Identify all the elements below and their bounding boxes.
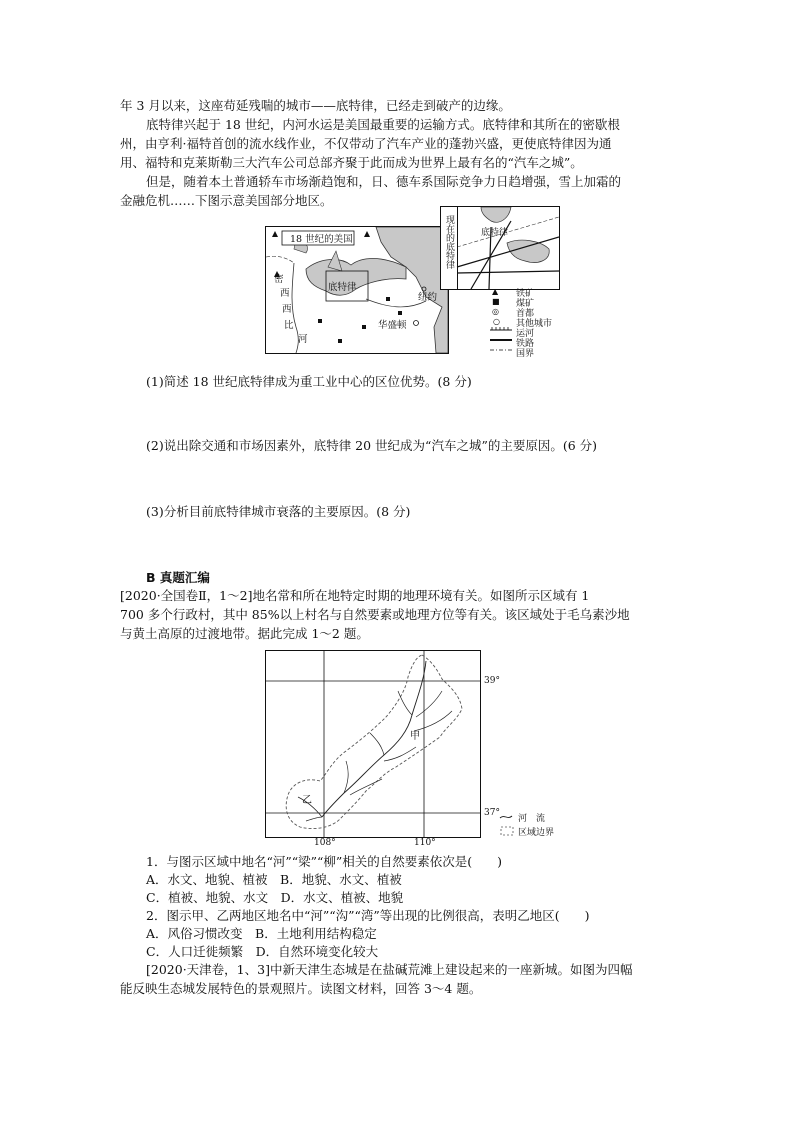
legend-region-boundary: 区域边界 xyxy=(518,828,555,838)
legend-coal: 煤矿 xyxy=(516,299,535,309)
river xyxy=(416,691,442,717)
detroit-inset-drawing xyxy=(441,207,559,289)
current-detroit-title: 现在的底特律 xyxy=(444,215,454,269)
coal-marker xyxy=(318,319,322,323)
label-jia: 甲 xyxy=(410,731,420,742)
map1-legend xyxy=(488,286,568,364)
river xyxy=(350,779,382,795)
intro-line: [2020·全国卷Ⅱ，1～2]地名常和所在地特定时期的地理环境有关。如图所示区域有 1 xyxy=(120,588,590,603)
legend-river: 河 流 xyxy=(518,814,546,824)
mc-options-1ab: A．水文、地貌、植被 B．地貌、水文、植被 xyxy=(146,872,402,887)
river xyxy=(398,691,412,715)
passage-line: 但是，随着本土普通轿车市场渐趋饱和，日、德车系国际竞争力日趋增强，雪上加霜的 xyxy=(146,174,622,189)
lon-110-label: 110° xyxy=(414,838,436,848)
current-detroit-label: 底特律 xyxy=(481,228,509,238)
river xyxy=(370,733,384,755)
label-yi: 乙 xyxy=(302,795,312,806)
question-3: (3)分析目前底特律城市衰落的主要原因。(8 分) xyxy=(146,504,411,519)
intro-line: 与黄土高原的过渡地带。据此完成 1～2 题。 xyxy=(120,626,369,641)
map-inset-title: 18 世纪的美国 xyxy=(290,234,353,245)
mc-question-2: 2．图示甲、乙两地区地名中“河”“沟”“湾”等出现的比例很高，表明乙地区( ) xyxy=(146,908,590,923)
mc-options-1cd: C．植被、地貌、水文 D．水文、植被、地貌 xyxy=(146,890,404,905)
capital-marker xyxy=(414,321,419,326)
lat-39-label: 39° xyxy=(484,676,500,686)
washington-label: 华盛顿 xyxy=(378,320,407,331)
region-map-2 xyxy=(265,650,481,838)
current-detroit-inset xyxy=(440,206,560,290)
coal-marker xyxy=(386,297,390,301)
passage-line: 州，由亨利·福特首创的流水线作业，不仅带动了汽车产业的蓬勃兴盛，更使底特律因为通 xyxy=(120,136,612,151)
question-1: (1)简述 18 世纪底特律成为重工业中心的区位优势。(8 分) xyxy=(146,374,472,389)
river xyxy=(306,817,322,821)
coal-marker xyxy=(362,325,366,329)
legend-railway: 铁路 xyxy=(516,339,535,349)
mississippi-char: 西 xyxy=(280,288,290,299)
lat-37-label: 37° xyxy=(484,808,500,818)
detroit-label: 底特律 xyxy=(328,282,357,293)
question-2: (2)说出除交通和市场因素外，底特律 20 世纪成为“汽车之城”的主要原因。(6 分) xyxy=(146,438,598,453)
mc-options-2ab: A．风俗习惯改变 B．土地利用结构稳定 xyxy=(146,926,377,941)
mc-options-2cd: C．人口迁徙频繁 D．自然环境变化较大 xyxy=(146,944,379,959)
coal-marker xyxy=(338,339,342,343)
section-b-title: B 真题汇编 xyxy=(146,570,210,585)
mississippi-char: 西 xyxy=(282,304,292,315)
map2-legend xyxy=(498,808,578,838)
passage-line: 年 3 月以来，这座苟延残喘的城市——底特律，已经走到破产的边缘。 xyxy=(120,98,511,113)
mississippi-char: 密 xyxy=(274,274,284,285)
legend-border: 国界 xyxy=(516,349,535,359)
passage-line: 金融危机……下图示意美国部分地区。 xyxy=(120,193,333,208)
capital-legend-icon: ◎ xyxy=(492,307,499,316)
iron-legend-icon: ▲ xyxy=(492,287,499,296)
region-map-drawing xyxy=(266,651,480,837)
newyork-label: 纽约 xyxy=(418,292,438,303)
mississippi-char: 河 xyxy=(298,334,308,345)
tianjin-line: [2020·天津卷，1、3]中新天津生态城是在盐碱荒滩上建设起来的一座新城。如图为四幅 xyxy=(146,962,633,977)
legend-capital: 首都 xyxy=(516,309,535,319)
passage-line: 用、福特和克莱斯勒三大汽车公司总部齐聚于此而成为世界上最有名的“汽车之城”。 xyxy=(120,155,583,170)
river xyxy=(384,747,416,761)
mc-question-1: 1．与图示区域中地名“河”“梁”“柳”相关的自然要素依次是( ) xyxy=(146,854,503,869)
legend-other-city: 其他城市 xyxy=(516,319,553,329)
iron-ore-marker xyxy=(364,231,370,237)
legend-iron: 铁矿 xyxy=(516,289,535,299)
coal-marker xyxy=(398,311,402,315)
intro-line: 700 多个行政村，其中 85%以上村名与自然要素或地理方位等有关。该区域处于毛乌素沙地 xyxy=(120,607,630,622)
city-legend-icon: ○ xyxy=(493,317,500,326)
us-region-map xyxy=(265,226,449,354)
legend-canal: 运河 xyxy=(516,329,535,339)
lon-108-label: 108° xyxy=(314,838,336,848)
coal-legend-icon: ■ xyxy=(492,297,500,306)
tianjin-line: 能反映生态城发展特色的景观照片。读图文材料，回答 3～4 题。 xyxy=(120,981,482,996)
mississippi-char: 比 xyxy=(284,320,294,331)
river xyxy=(344,761,348,793)
iron-ore-marker xyxy=(272,231,278,237)
passage-line: 底特律兴起于 18 世纪，内河水运是美国最重要的运输方式。底特律和其所在的密歇根 xyxy=(146,117,620,132)
